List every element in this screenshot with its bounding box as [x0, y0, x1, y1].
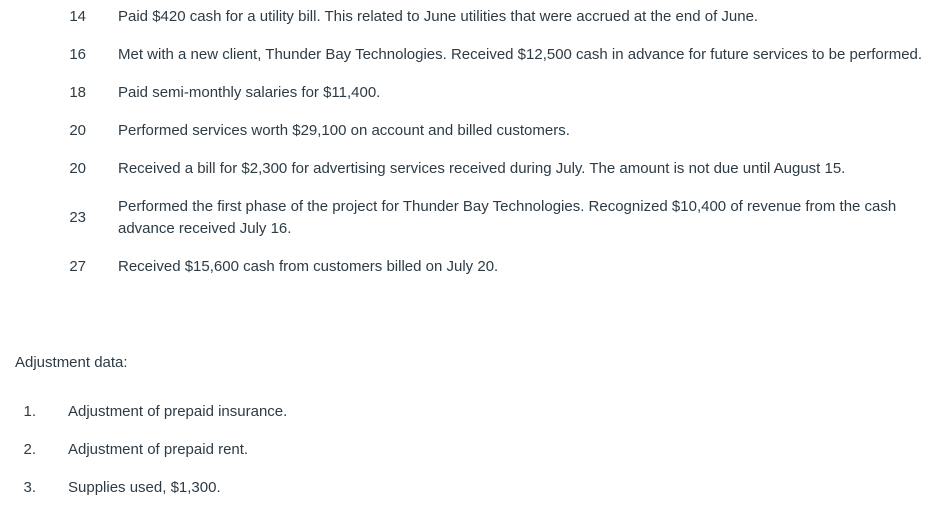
adjustment-item	[0, 393, 951, 431]
transaction-date: 23	[69, 209, 86, 226]
item-number: 1.	[23, 403, 36, 420]
item-number: 3.	[23, 479, 36, 496]
adjustment-item	[0, 469, 951, 507]
transaction-row	[0, 112, 951, 150]
transaction-date: 27	[69, 258, 86, 275]
adjustment-data-heading: Adjustment data:	[15, 354, 128, 371]
transaction-row	[0, 248, 951, 286]
item-number: 2.	[23, 441, 36, 458]
transaction-date: 20	[69, 160, 86, 177]
item-text: Adjustment of prepaid rent.	[68, 441, 249, 458]
transaction-date: 14	[69, 8, 86, 25]
transaction-row	[0, 188, 951, 248]
transaction-description: Received $15,600 cash from customers billed on July 20.	[118, 258, 499, 275]
transaction-row	[0, 36, 951, 74]
transaction-description: Performed services worth $29,100 on account and billed customers.	[118, 122, 570, 139]
transaction-description: Met with a new client, Thunder Bay Technologies. Received $12,500 cash in advance for future services to be performed.	[118, 46, 923, 63]
transaction-row	[0, 0, 951, 36]
transaction-date: 20	[69, 122, 86, 139]
transaction-row	[0, 150, 951, 188]
transaction-description: Performed the first phase of the project for Thunder Bay Technologies. Recognized $10,400 of revenue from the cash advance received July 16.	[118, 198, 897, 237]
transaction-description: Paid semi-monthly salaries for $11,400.	[118, 84, 381, 101]
transaction-description: Paid $420 cash for a utility bill. This related to June utilities that were accrued at the end of June.	[118, 8, 759, 25]
adjustment-item	[0, 431, 951, 469]
transaction-row	[0, 74, 951, 112]
item-text: Adjustment of prepaid insurance.	[68, 403, 288, 420]
item-text: Supplies used, $1,300.	[68, 479, 221, 496]
transaction-date: 16	[69, 46, 86, 63]
adjustment-list	[0, 393, 951, 507]
transaction-date: 18	[69, 84, 86, 101]
transaction-description: Received a bill for $2,300 for advertising services received during July. The amount is not due until August 15.	[118, 160, 846, 177]
